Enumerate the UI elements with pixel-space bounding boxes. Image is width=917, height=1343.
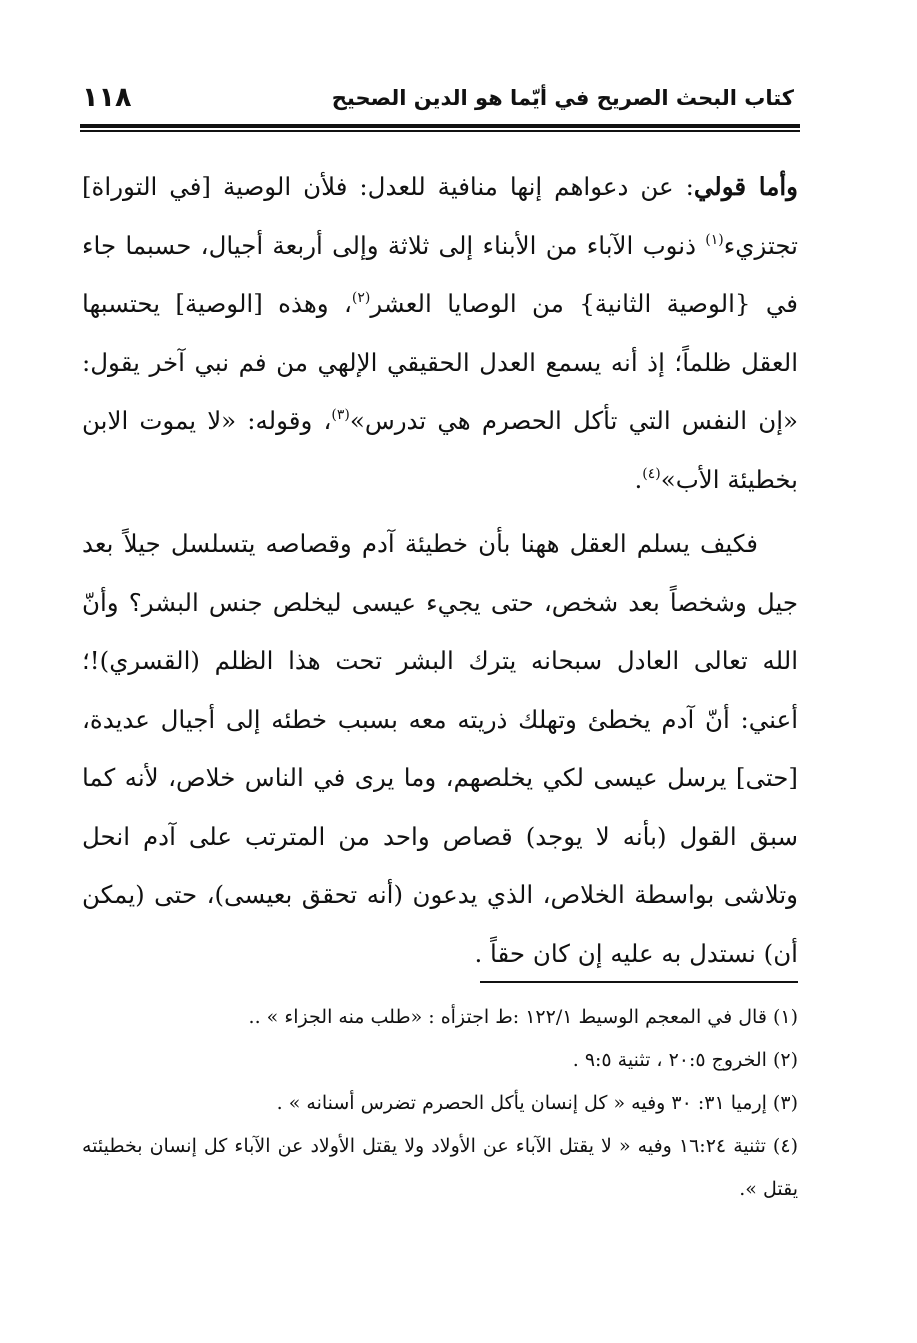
footnote-ref-2: (٢) bbox=[351, 290, 371, 306]
paragraph-text: . bbox=[634, 464, 643, 494]
footnote-separator bbox=[480, 981, 798, 983]
main-text bbox=[82, 158, 798, 983]
paragraph-text: : عن دعواهم إنها منافية للعدل: فلأن الوصية [في التوراة] تجتزيء bbox=[82, 172, 798, 260]
paragraph-text: ذنوب الآباء من الأبناء إلى ثلاثة وإلى أربعة أجيال، حسبما جاء في {الوصية الثانية} من الوصايا العشر bbox=[82, 230, 798, 318]
page-header bbox=[78, 78, 800, 118]
footnote-ref-1: (١) bbox=[705, 231, 724, 248]
paragraph-text: ، وهذه [الوصية] يحتسبها العقل ظلماً؛ إذ أنه يسمع العدل الحقيقي الإلهي من فم نبي آخر يقول: «إن النفس التي تأكل الحصرم هي تدرس» bbox=[82, 289, 798, 435]
footnote-ref-3: (٣) bbox=[331, 407, 350, 423]
paragraph-2: فكيف يسلم العقل ههنا بأن خطيئة آدم وقصاصه يتسلسل جيلاً بعد جيل وشخصاً بعد شخص، حتى يجيء عيسى ليخلص جنس البشر؟ وأنّ الله تعالى العادل سبحانه يترك البشر تحت هذا الظلم (القسري)!؛ أعني: أنّ آدم يخطئ وتهلك ذريته معه بسبب خطئه إلى أجيال عديدة، [حتى] يرسل عيسى لكي يخلصهم، وما يرى في الناس خلاص، لأنه كما سبق القول (بأنه لا يوجد) قصاص واحد من المترتب على آدم انحل وتلاشى بواسطة الخلاص، الذي يدعون (أنه تحقق بعيسى)، حتى (يمكن أن) نستدل به عليه إن كان حقاً . bbox=[82, 529, 798, 968]
footnote-2: (٢) الخروج ٢٠:٥ ، تثنية ٩:٥ . bbox=[572, 1049, 798, 1071]
header-rule-thin bbox=[80, 130, 800, 132]
footnote-ref-4: (٤) bbox=[642, 465, 661, 482]
footnote-1: (١) قال في المعجم الوسيط ١٢٢/١ :ط اجتزأه : «طلب منه الجزاء » .. bbox=[248, 1006, 798, 1028]
footnote-4: (٤) تثنية ١٦:٢٤ وفيه « لا يقتل الآباء عن الأولاد ولا يقتل الأولاد عن الآباء كل إنسان بخطيئته يقتل ». bbox=[82, 1135, 798, 1200]
running-title: كتاب البحث الصريح في أيّما هو الدين الصحيح bbox=[331, 86, 794, 110]
paragraph-text: ، وقوله: «لا يموت الابن بخطيئة الأب» bbox=[82, 406, 798, 494]
paragraph-lead: وأما قولي bbox=[693, 172, 798, 201]
page-number: ١١٨ bbox=[82, 82, 132, 113]
header-rule-thick bbox=[80, 124, 800, 128]
footnote-3: (٣) إرميا ٣١: ٣٠ وفيه « كل إنسان يأكل الحصرم تضرس أسنانه » . bbox=[276, 1092, 798, 1114]
footnotes bbox=[82, 996, 798, 1211]
paragraph-1 bbox=[82, 158, 798, 509]
